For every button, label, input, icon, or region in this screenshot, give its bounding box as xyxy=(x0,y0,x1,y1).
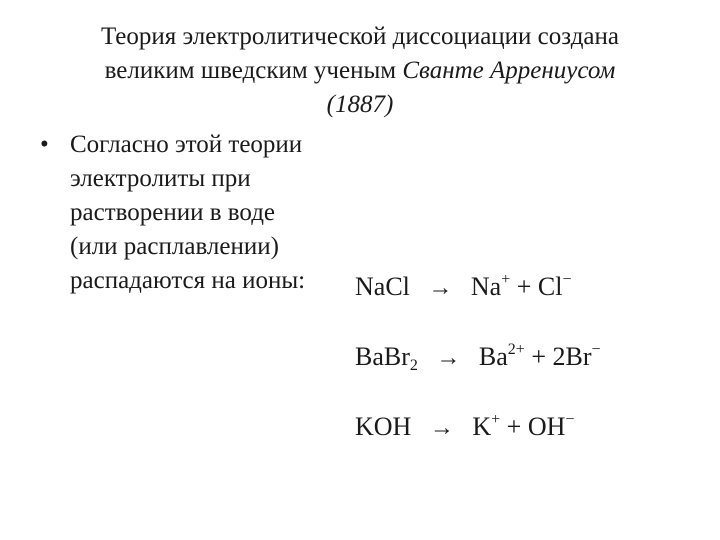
title-line-1: Теория электролитической диссоциации создана xyxy=(100,23,619,50)
product-anion: 2Br xyxy=(552,342,592,371)
plus-sign: + xyxy=(500,412,528,441)
plus-sign: + xyxy=(524,342,553,371)
bullet-line: (или расплавлении) xyxy=(70,233,279,260)
reaction-arrow: → xyxy=(428,275,453,301)
cation-charge: + xyxy=(501,271,511,288)
equation-koh xyxy=(355,412,574,442)
product-cation: K xyxy=(472,412,492,441)
scientist-name: Сванте Аррениусом xyxy=(402,57,616,84)
year-text: (1887) xyxy=(326,91,394,118)
plus-sign: + xyxy=(510,272,538,301)
reactant: NaCl xyxy=(355,272,410,301)
bullet-line: распадаются на ионы: xyxy=(70,267,306,294)
title-line-2 xyxy=(40,54,680,88)
title-year xyxy=(40,88,680,122)
bullet-text xyxy=(70,128,360,298)
reactant: BaBr xyxy=(355,342,410,371)
equation-nacl xyxy=(355,272,572,302)
bullet-line: электролиты при xyxy=(70,165,251,192)
cation-charge: + xyxy=(491,411,501,428)
reactant: KOH xyxy=(355,412,412,441)
reaction-arrow: → xyxy=(429,415,454,441)
title-line-2-text: великим шведским ученым xyxy=(104,57,403,84)
anion-charge: − xyxy=(565,411,575,428)
product-anion: Cl xyxy=(537,272,563,301)
reactant-subscript: 2 xyxy=(409,357,418,374)
product-cation: Na xyxy=(470,272,502,301)
equation-babr2 xyxy=(355,342,601,372)
cation-charge: 2+ xyxy=(507,341,525,358)
slide-title xyxy=(40,20,680,122)
bullet-line: растворении в воде xyxy=(70,199,276,226)
bullet-marker: • xyxy=(40,131,49,158)
bullet-line: Согласно этой теории xyxy=(70,131,303,158)
anion-charge: − xyxy=(591,341,601,358)
reaction-arrow: → xyxy=(436,345,461,371)
product-anion: OH xyxy=(527,412,566,441)
anion-charge: − xyxy=(562,271,572,288)
product-cation: Ba xyxy=(478,342,508,371)
